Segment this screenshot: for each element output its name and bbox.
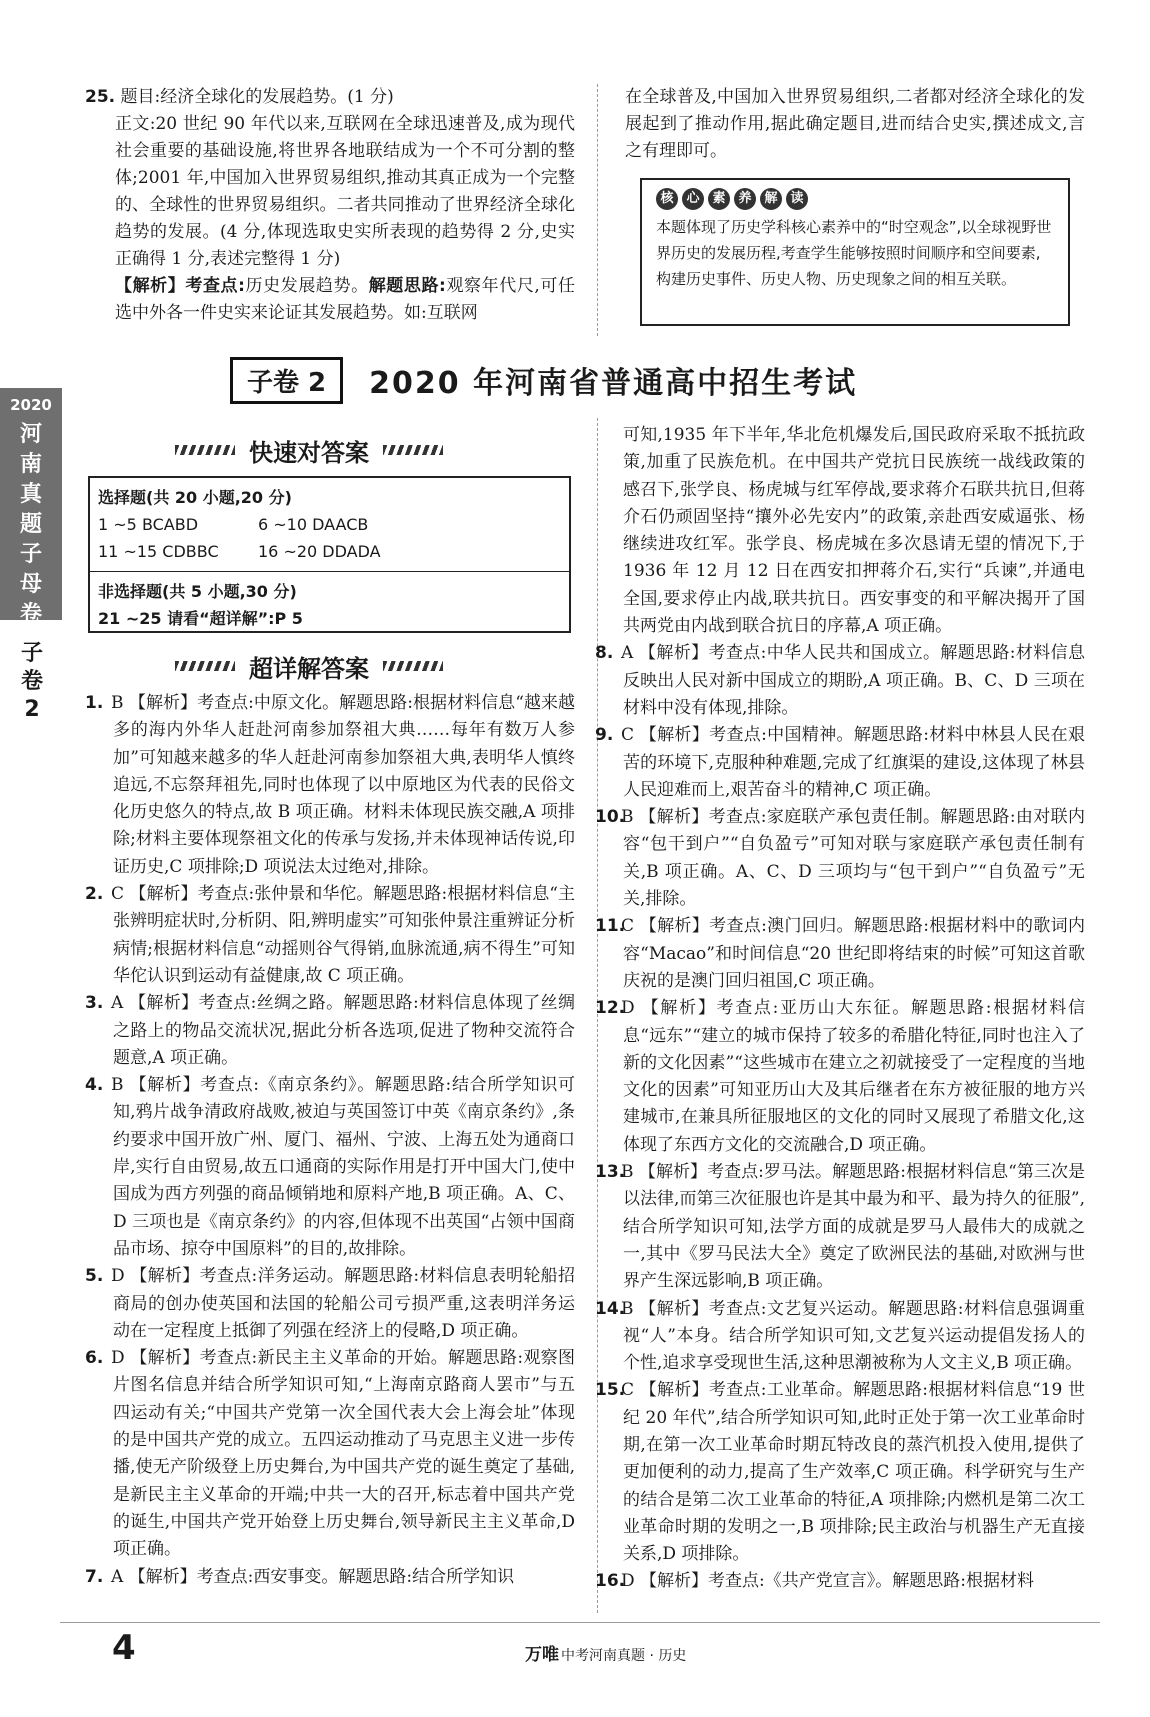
entry-number: 12. — [595, 998, 626, 1019]
side-tab-sub: 子卷2 — [20, 641, 43, 722]
answer-cell: 1 ~5 BCABD — [98, 515, 199, 534]
entry-text: B 【解析】考查点:罗马法。解题思路:根据材料信息“第三次是以法律,而第三次征服也许是其中最为和平、最为持久的征服”,结合所学知识可知,法学方面的成就是罗马人最伟大的成就之一,其中《罗马民法大全》奠定了欧洲民法的基础,对欧洲与世界产生深远影响,B 项正确。 — [621, 1162, 1085, 1292]
footer-text: 中考河南真题 · 历史 — [561, 1648, 687, 1664]
stripes-decoration — [175, 445, 235, 455]
nonchoice-section — [90, 571, 569, 638]
answer-cell: 11 ~15 CDBBC — [98, 542, 219, 561]
quick-answers-box — [88, 476, 571, 633]
entry-number: 10. — [595, 807, 626, 828]
footer — [525, 1640, 686, 1665]
core-title-char: 解 — [760, 188, 782, 210]
entry-text: D 【解析】考查点:新民主主义革命的开始。解题思路:观察图片图名信息并结合所学知识可知,“上海南京路商人罢市”与五四运动有关;“中国共产党第一次全国代表大会上海会址”体现的是中国共产党的成立。五四运动推动了马克思主义进一步传播,使无产阶级登上历史舞台,为中国共产党的诞生奠定了基础,是新民主主义革命的开端;中共一大的召开,标志着中国共产党的诞生,中国共产党开始登上历史舞台,领导新民主主义革命,D 项正确。 — [111, 1348, 575, 1560]
detailed-right-column — [595, 422, 1085, 1596]
side-tab-year: 2020 — [10, 396, 52, 414]
q25-continued: 在全球普及,中国加入世界贸易组织,二者都对经济全球化的发展起到了推动作用,据此确定题目,进而结合史实,撰述成文,言之有理即可。 — [625, 87, 1085, 161]
core-title-char: 心 — [682, 188, 704, 210]
q25-number: 25. — [85, 87, 116, 107]
nonchoice-header: 非选择题(共 5 小题,30 分) — [98, 582, 297, 601]
answer-entry — [595, 1377, 1085, 1568]
core-title-char: 读 — [786, 188, 808, 210]
answer-entry — [85, 690, 575, 881]
q25-title-line — [85, 84, 575, 111]
entry-number: 11. — [595, 916, 626, 937]
answer-cell: 16 ~20 DDADA — [258, 542, 381, 561]
entry-number: 14. — [595, 1298, 626, 1319]
quick-answers-title: 快速对答案 — [249, 438, 369, 467]
entry-text: A 【解析】考查点:丝绸之路。解题思路:材料信息体现了丝绸之路上的物品交流状况,据此分析各选项,促进了物种交流符合题意,A 项正确。 — [111, 993, 575, 1068]
entry-text: D 【解析】考查点:亚历山大东征。解题思路:根据材料信息“远东”“建立的城市保持了较多的希腊化特征,同时也注入了新的文化因素”“这些城市在建立之初就接受了一定程度的当地文化的因素”可知亚历山大及其后继者在东方被征服的地方兴建城市,在兼具所征服地区的文化的同时又展现了希腊文化,这体现了东西方文化的交流融合,D 项正确。 — [621, 998, 1085, 1155]
entry-number: 6. — [85, 1348, 104, 1369]
core-title-char: 养 — [734, 188, 756, 210]
answer-row — [98, 538, 561, 565]
entry-text: C 【解析】考查点:张仲景和华佗。解题思路:根据材料信息“主张辨明症状时,分析阴、阳,辨明虚实”可知张仲景注重辨证分析病情;根据材料信息“动摇则谷气得销,血脉流通,病不得生”可知华佗认识到运动有益健康,故 C 项正确。 — [111, 884, 575, 986]
answer-entry — [595, 1296, 1085, 1378]
entry-text: B 【解析】考查点:家庭联产承包责任制。解题思路:由对联内容“包干到户”“自负盈亏”可知对联与家庭联产承包责任制有关,B 项正确。A、C、D 三项均与“包干到户”“自负盈亏”无关,排除。 — [621, 807, 1085, 910]
q25-analysis-tag: 【解析】考查点: — [115, 276, 245, 296]
entry-number: 7. — [85, 1566, 104, 1587]
q25-title: 题目:经济全球化的发展趋势。(1 分) — [120, 87, 394, 107]
stripes-decoration — [383, 445, 443, 455]
core-literacy-body: 本题体现了历史学科核心素养中的“时空观念”,以全球视野世界历史的发展历程,考查学生能够按照时间顺序和空间要素,构建历史事件、历史人物、历史现象之间的相互关联。 — [656, 218, 1052, 288]
entry-text: B 【解析】考查点:《南京条约》。解题思路:结合所学知识可知,鸦片战争清政府战败,被迫与英国签订中英《南京条约》,条约要求中国开放广州、厦门、福州、宁波、上海五处为通商口岸,实行自由贸易,故五口通商的实际作用是打开中国大门,使中国成为西方列强的商品倾销地和原料产地,B 项正确。A、C、D 三项也是《南京条约》的内容,但体现不出英国“占领中国商品市场、掠夺中国原料”的目的,故排除。 — [111, 1075, 575, 1259]
sub-paper-label: 子卷 2 — [230, 357, 343, 404]
answer-entry — [85, 1263, 575, 1345]
detailed-left-column — [85, 690, 575, 1591]
detailed-answers-heading — [175, 648, 443, 684]
q25-idea-tag: 解题思路: — [368, 276, 446, 296]
entry-number: 5. — [85, 1266, 104, 1287]
section-banner — [230, 352, 930, 408]
entry-text: C 【解析】考查点:工业革命。解题思路:根据材料信息“19 世纪 20 年代”,结合所学知识可知,此时正处于第一次工业革命时期,在第一次工业革命时期瓦特改良的蒸汽机投入使用,提供了更加便利的动力,提高了生产效率,C 项正确。科学研究与生产的结合是第二次工业革命的特征,A 项排除;内燃机是第二次工业革命时期的发明之一,B 项排除;民主政治与机器生产无直接关系,D 项排除。 — [621, 1380, 1085, 1565]
entry-number: 13. — [595, 1162, 626, 1183]
choice-section — [90, 478, 569, 571]
q7-continued: 可知,1935 年下半年,华北危机爆发后,国民政府采取不抵抗政策,加重了民族危机。在中国共产党抗日民族统一战线政策的感召下,张学良、杨虎城与红军停战,要求蒋介石联共抗日,但蒋介石仍顽固坚持“攘外必先安内”的政策,亲赴西安威逼张、杨继续进攻红军。张学良、杨虎城在多次恳请无望的情况下,于 1936 年 12 月 12 日在西安扣押蒋介石,实行“兵谏”,并通电全国,要求停止内战,联共抗日。西安事变的和平解决揭开了国共两党由内战到联合抗日的序幕,A 项正确。 — [623, 425, 1085, 637]
core-title-char: 素 — [708, 188, 730, 210]
answer-cell: 6 ~10 DAACB — [258, 515, 369, 534]
answer-entry — [595, 913, 1085, 995]
answer-entry — [595, 640, 1085, 722]
entry-number: 16. — [595, 1571, 626, 1592]
q25-analysis-point: 历史发展趋势。 — [244, 276, 369, 296]
core-title-char: 核 — [656, 188, 678, 210]
answer-entry — [595, 1159, 1085, 1295]
detailed-answers-title: 超详解答案 — [249, 654, 369, 683]
stripes-decoration — [175, 661, 235, 671]
entry-number: 4. — [85, 1075, 104, 1096]
answer-row — [98, 511, 561, 538]
entry-text: B 【解析】考查点:中原文化。解题思路:根据材料信息“越来越多的海内外华人赶赴河南参加祭祖大典……每年有数万人参加”可知越来越多的华人赶赴河南参加祭祖大典,表明华人慎终追远,不忘祭拜祖先,同时也体现了以中原地区为代表的民俗文化历史悠久的特点,故 B 项正确。材料未体现民族交融,A 项排除;材料主要体现祭祖文化的传承与发扬,并未体现神话传说,印证历史,C 项排除;D 项说法太过绝对,排除。 — [111, 693, 575, 877]
entry-text: B 【解析】考查点:文艺复兴运动。解题思路:材料信息强调重视“人”本身。结合所学知识可知,文艺复兴运动提倡发扬人的个性,追求享受现世生活,这种思潮被称为人文主义,B 项正确。 — [621, 1298, 1085, 1374]
answer-entry — [595, 804, 1085, 913]
core-literacy-title — [656, 188, 808, 210]
top-right-column — [625, 84, 1085, 165]
q25-analysis — [85, 273, 575, 327]
top-column-divider — [597, 84, 598, 336]
entry-number: 9. — [595, 725, 614, 746]
answer-entry — [85, 881, 575, 990]
core-literacy-box — [640, 178, 1070, 326]
entry-text: A 【解析】考查点:西安事变。解题思路:结合所学知识 — [111, 1566, 515, 1587]
answer-entry — [595, 995, 1085, 1159]
entry-text: D 【解析】考查点:洋务运动。解题思路:材料信息表明轮船招商局的创办使英国和法国的轮船公司亏损严重,这表明洋务运动在一定程度上抵御了列强在经济上的侵略,D 项正确。 — [111, 1266, 575, 1341]
answer-entry — [595, 1568, 1085, 1595]
page-number: 4 — [112, 1628, 136, 1668]
answer-entry — [595, 722, 1085, 804]
entry-number: 15. — [595, 1380, 626, 1401]
q25-body: 正文:20 世纪 90 年代以来,互联网在全球迅速普及,成为现代社会重要的基础设施,将世界各地联结成为一个不可分割的整体;2001 年,中国加入世界贸易组织,推动其真正成为一个完整的、全球性的世界贸易组织。二者共同推动了世界经济全球化趋势的发展。(4 分,体现选取史实所表现的趋势得 2 分,史实正确得 1 分,表述完整得 1 分) — [115, 114, 575, 269]
stripes-decoration — [383, 661, 443, 671]
footer-divider — [60, 1622, 1100, 1623]
entry-text: C 【解析】考查点:中国精神。解题思路:材料中林县人民在艰苦的环境下,克服种种难题,完成了红旗渠的建设,这体现了林县人民迎难而上,艰苦奋斗的精神,C 项正确。 — [621, 725, 1085, 800]
section-title: 2020 年河南省普通高中招生考试 — [369, 366, 858, 401]
answer-entry — [85, 1345, 575, 1563]
choice-header: 选择题(共 20 小题,20 分) — [98, 488, 292, 507]
footer-brand: 万唯 — [525, 1645, 559, 1665]
side-tab-title: 河南真题子母卷 — [19, 422, 42, 627]
entry-number: 1. — [85, 693, 104, 713]
nonchoice-text: 21 ~25 请看“超详解”:P 5 — [98, 609, 303, 628]
side-tab — [0, 388, 62, 627]
entry-number: 3. — [85, 993, 104, 1014]
entry-text: D 【解析】考查点:《共产党宣言》。解题思路:根据材料 — [621, 1571, 1034, 1592]
entry-text: A 【解析】考查点:中华人民共和国成立。解题思路:材料信息反映出人民对新中国成立的期盼,A 项正确。B、C、D 三项在材料中没有体现,排除。 — [621, 643, 1085, 718]
answer-entry — [85, 1072, 575, 1263]
top-left-column — [85, 84, 575, 327]
entry-number: 2. — [85, 884, 104, 905]
entry-number: 8. — [595, 643, 614, 664]
answer-entry — [85, 990, 575, 1072]
entry-text: C 【解析】考查点:澳门回归。解题思路:根据材料中的歌词内容“Macao”和时间信息“20 世纪即将结束的时候”可知这首歌庆祝的是澳门回归祖国,C 项正确。 — [621, 916, 1085, 991]
answer-entry — [85, 1564, 575, 1591]
q25-idea: 观察年代尺,可任选中外各一件史实来论证其发展趋势。如:互联网 — [115, 276, 575, 323]
quick-answers-heading — [175, 432, 443, 468]
